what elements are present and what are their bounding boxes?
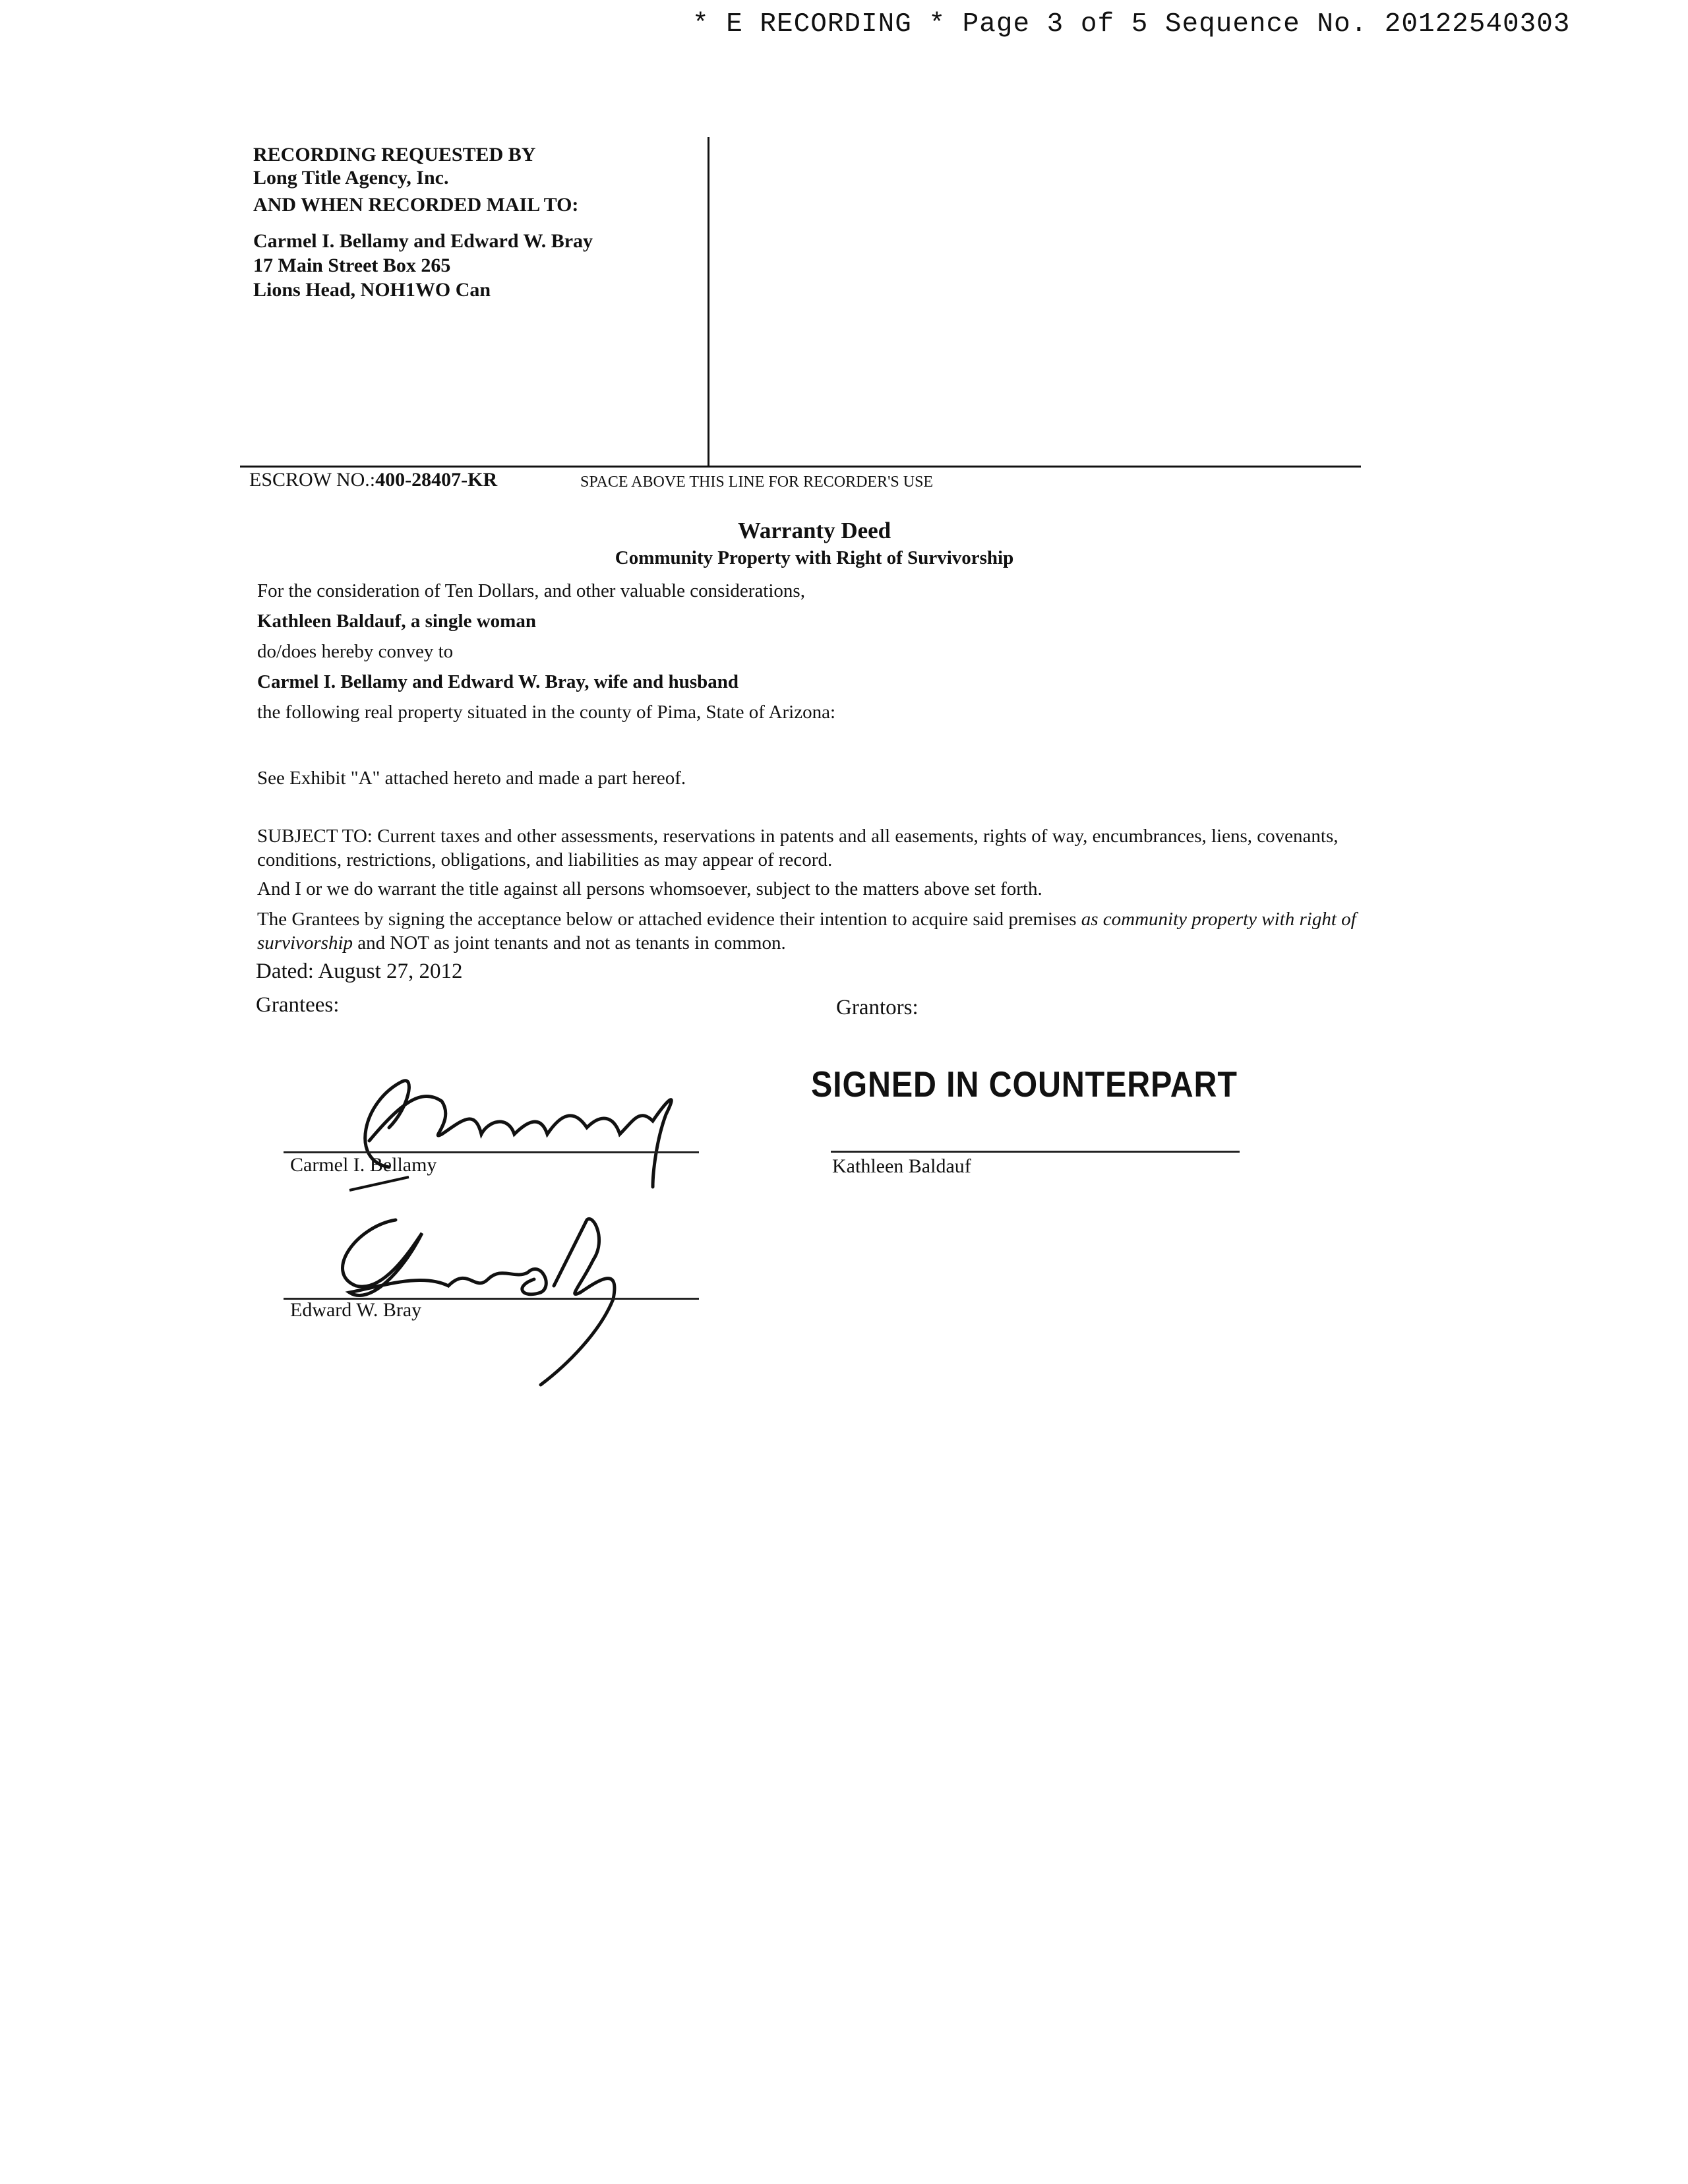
signature-edward-bray [303,1194,646,1391]
exhibit-reference: See Exhibit "A" attached hereto and made a part hereof. [257,768,686,789]
mail-to-label: AND WHEN RECORDED MAIL TO: [253,194,579,216]
recording-request-block [253,142,593,302]
recorder-use-note: SPACE ABOVE THIS LINE FOR RECORDER'S USE [580,473,934,491]
signature-line-grantee-1 [284,1151,699,1153]
grantor-name: Kathleen Baldauf [832,1155,971,1177]
escrow-value: 400-28407-KR [375,469,498,491]
escrow-label: ESCROW NO.: [249,469,376,491]
intent-text-end: and NOT as joint tenants and not as tenants in common. [353,932,786,954]
mail-to-name: Carmel I. Bellamy and Edward W. Bray [253,230,593,252]
escrow-number [249,469,497,491]
convey-clause: do/does hereby convey to [257,641,454,662]
mail-to-street: 17 Main Street Box 265 [253,255,451,276]
grantee-party: Carmel I. Bellamy and Edward W. Bray, wife and husband [257,671,738,692]
grantor-party: Kathleen Baldauf, a single woman [257,611,536,632]
recorder-space-divider [708,137,709,467]
intent-text-start: The Grantees by signing the acceptance below or attached evidence their intention to acquire said premises [257,909,1081,930]
deed-subtitle: Community Property with Right of Survivorship [615,547,1014,568]
subject-to-clause: SUBJECT TO: Current taxes and other assessments, reservations in patents and all easements, rights of way, encumbrances, liens, covenants, conditions, restrictions, obligations, and liabilities as may appear of record. [257,826,1339,870]
recorder-space-line [240,466,1361,468]
warranty-clause: And I or we do warrant the title against all persons whomsoever, subject to the matters above set forth. [257,878,1042,899]
deed-date: Dated: August 27, 2012 [256,959,463,983]
deed-title: Warranty Deed [737,518,891,543]
grantors-label: Grantors: [836,996,919,1019]
grantee-2-name: Edward W. Bray [290,1299,422,1321]
mail-to-city: Lions Head, NOH1WO Can [253,279,491,301]
consideration-clause: For the consideration of Ten Dollars, and other valuable considerations, [257,580,805,601]
requested-by-label: RECORDING REQUESTED BY [253,144,536,166]
grantees-intent-clause [257,907,1378,955]
signed-in-counterpart-stamp: SIGNED IN COUNTERPART [811,1064,1238,1105]
grantee-1-name: Carmel I. Bellamy [290,1154,437,1176]
requested-by-agency: Long Title Agency, Inc. [253,167,449,189]
grantees-label: Grantees: [256,993,340,1017]
intent-text-italic: as community property with right of survivorship [257,909,1356,954]
signature-line-grantor [831,1151,1240,1153]
recording-stamp-header: * E RECORDING * Page 3 of 5 Sequence No. 20122540303 [692,9,1571,40]
property-location: the following real property situated in the county of Pima, State of Arizona: [257,702,836,723]
